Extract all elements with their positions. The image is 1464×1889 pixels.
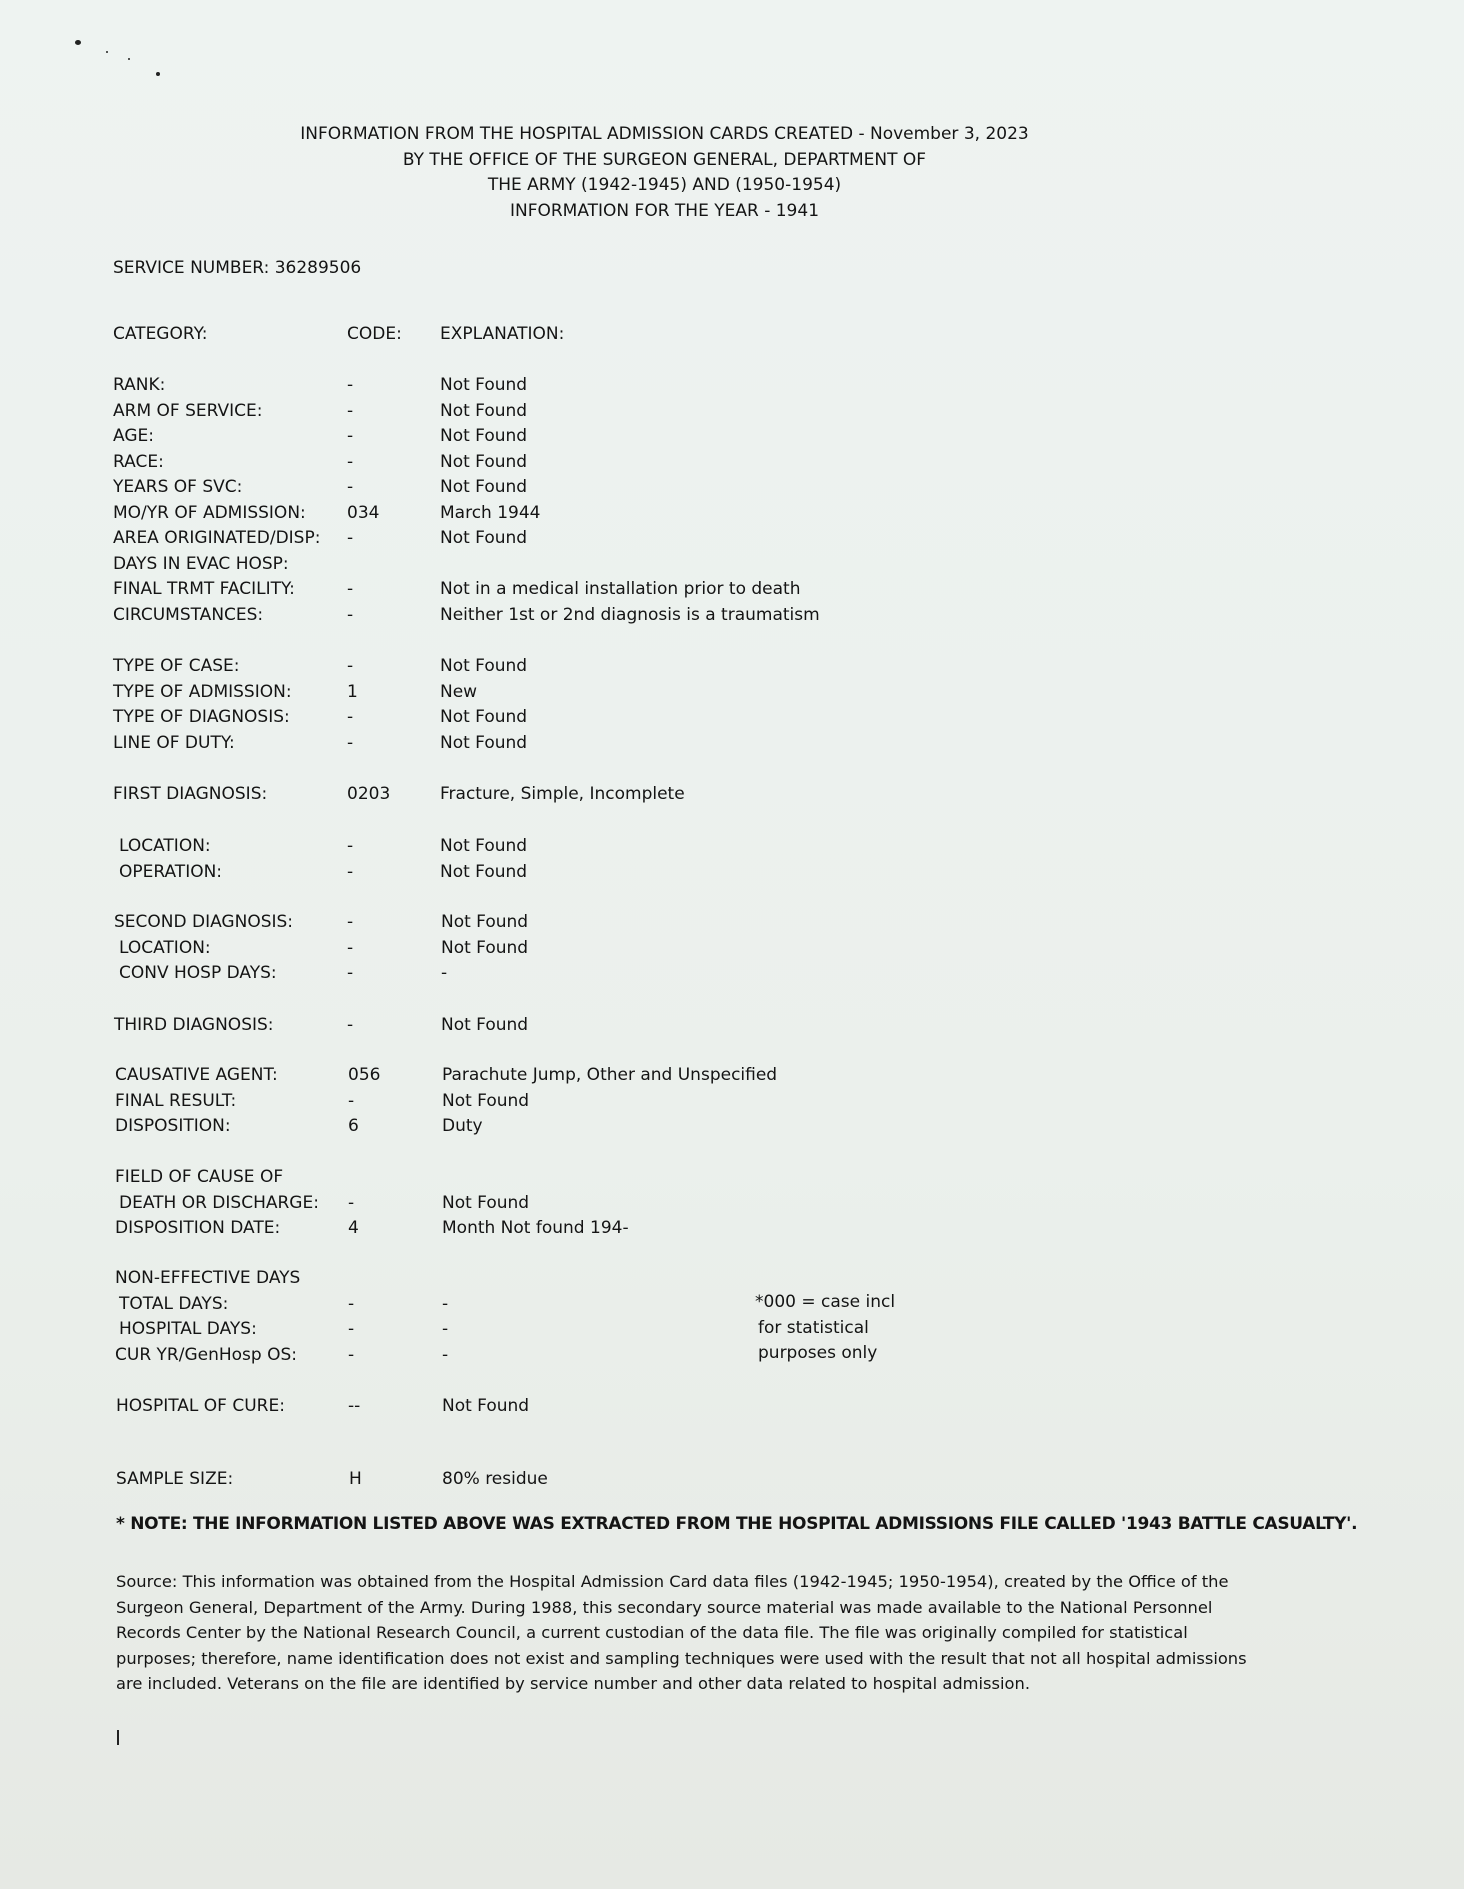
row-code: 056 bbox=[348, 1065, 381, 1085]
row-explanation: New bbox=[440, 681, 478, 702]
ink-speck bbox=[128, 58, 130, 60]
row-explanation: 80% residue bbox=[442, 1469, 548, 1489]
statistical-footnote bbox=[755, 1290, 895, 1367]
row-code: - bbox=[347, 963, 354, 983]
row-label: DEATH OR DISCHARGE: bbox=[119, 1192, 319, 1213]
ink-speck bbox=[156, 72, 160, 76]
row-explanation: Neither 1st or 2nd diagnosis is a traumatism bbox=[440, 604, 820, 625]
row-label: RACE: bbox=[113, 451, 164, 472]
row-code: - bbox=[347, 528, 354, 548]
row-label: LINE OF DUTY: bbox=[113, 732, 235, 753]
row-explanation: Not in a medical installation prior to death bbox=[440, 579, 801, 599]
row-explanation: Not Found bbox=[440, 528, 528, 548]
row-label: SECOND DIAGNOSIS: bbox=[114, 912, 294, 932]
row-label: RANK: bbox=[113, 375, 166, 395]
row-explanation: March 1944 bbox=[440, 502, 541, 523]
row-label: YEARS OF SVC: bbox=[113, 477, 243, 497]
row-label: CAUSATIVE AGENT: bbox=[115, 1065, 278, 1085]
service-number: SERVICE NUMBER: 36289506 bbox=[113, 258, 362, 278]
row-code: - bbox=[347, 400, 354, 421]
row-explanation: Duty bbox=[442, 1116, 483, 1136]
row-code: - bbox=[348, 1319, 355, 1339]
row-explanation: - bbox=[441, 963, 448, 983]
column-header-code: CODE: bbox=[347, 324, 402, 344]
row-code: 4 bbox=[348, 1218, 359, 1238]
row-explanation: Not Found bbox=[440, 451, 528, 472]
source-line: Source: This information was obtained from the Hospital Admission Card data files (1942-1945; 1950-1954), created by the Office of the bbox=[116, 1572, 1229, 1591]
footnote-line: *000 = case incl bbox=[755, 1292, 896, 1312]
row-label: TYPE OF DIAGNOSIS: bbox=[113, 707, 290, 727]
row-code: - bbox=[348, 1192, 355, 1213]
row-explanation: Month Not found 194- bbox=[442, 1218, 629, 1238]
file-note: * NOTE: THE INFORMATION LISTED ABOVE WAS EXTRACTED FROM THE HOSPITAL ADMISSIONS FILE CALLED '1943 BATTLE CASUALTY'. bbox=[116, 1514, 1358, 1534]
row-code: 1 bbox=[347, 681, 358, 702]
row-label: DISPOSITION DATE: bbox=[115, 1218, 281, 1238]
row-code: - bbox=[347, 861, 354, 882]
row-code: - bbox=[348, 1090, 355, 1111]
row-explanation: - bbox=[442, 1344, 449, 1365]
row-explanation: Not Found bbox=[440, 656, 528, 676]
row-explanation: - bbox=[442, 1319, 449, 1339]
row-explanation: Not Found bbox=[441, 1015, 529, 1035]
source-line: Records Center by the National Research Council, a current custodian of the data file. The file was originally compiled for statistical bbox=[116, 1623, 1188, 1642]
row-label: CIRCUMSTANCES: bbox=[113, 604, 264, 625]
row-code: - bbox=[347, 707, 354, 727]
row-code: - bbox=[347, 604, 354, 625]
row-label: MO/YR OF ADMISSION: bbox=[113, 502, 306, 523]
row-label: TYPE OF CASE: bbox=[113, 656, 240, 676]
row-code: - bbox=[347, 912, 354, 932]
column-header-category: CATEGORY: bbox=[113, 324, 208, 344]
row-explanation: Not Found bbox=[440, 477, 528, 497]
ink-speck bbox=[75, 40, 81, 45]
row-explanation: Not Found bbox=[440, 707, 528, 727]
row-label: LOCATION: bbox=[119, 937, 211, 958]
source-paragraph bbox=[116, 1569, 1247, 1697]
row-label: FIRST DIAGNOSIS: bbox=[113, 784, 268, 804]
row-code: - bbox=[347, 656, 354, 676]
header-line: INFORMATION FOR THE YEAR - 1941 bbox=[509, 200, 820, 221]
row-explanation: Not Found bbox=[442, 1090, 530, 1111]
row-code: - bbox=[347, 451, 354, 472]
row-label: CONV HOSP DAYS: bbox=[119, 963, 277, 983]
row-label: FIELD OF CAUSE OF bbox=[115, 1167, 284, 1187]
row-code: - bbox=[348, 1293, 355, 1314]
header-line: BY THE OFFICE OF THE SURGEON GENERAL, DEPARTMENT OF bbox=[402, 149, 927, 170]
row-explanation: Not Found bbox=[442, 1192, 530, 1213]
row-label: CUR YR/GenHosp OS: bbox=[115, 1344, 297, 1365]
row-explanation: Not Found bbox=[442, 1396, 530, 1416]
row-label: FINAL RESULT: bbox=[115, 1090, 237, 1111]
footnote-line: for statistical bbox=[758, 1317, 869, 1338]
row-code: 6 bbox=[348, 1116, 359, 1136]
row-explanation: Not Found bbox=[441, 937, 529, 958]
row-code: 034 bbox=[347, 502, 380, 523]
header-line: THE ARMY (1942-1945) AND (1950-1954) bbox=[487, 175, 842, 195]
row-label: NON-EFFECTIVE DAYS bbox=[115, 1268, 301, 1288]
row-label: FINAL TRMT FACILITY: bbox=[113, 579, 295, 599]
row-code: -- bbox=[348, 1396, 361, 1416]
header-line: INFORMATION FROM THE HOSPITAL ADMISSION CARDS CREATED - November 3, 2023 bbox=[300, 124, 1029, 144]
row-explanation: Not Found bbox=[440, 836, 528, 856]
row-code: - bbox=[348, 1344, 355, 1365]
document-header bbox=[0, 122, 1329, 224]
row-label: HOSPITAL OF CURE: bbox=[116, 1396, 285, 1416]
row-code: - bbox=[347, 836, 354, 856]
row-code: - bbox=[347, 579, 354, 599]
source-line: purposes; therefore, name identification does not exist and sampling techniques were used with the result that not all hospital admissions bbox=[116, 1648, 1247, 1668]
row-code: - bbox=[347, 477, 354, 497]
margin-mark bbox=[117, 1730, 119, 1745]
row-code: - bbox=[347, 1015, 354, 1035]
row-label: AREA ORIGINATED/DISP: bbox=[113, 528, 321, 548]
column-header-explanation: EXPLANATION: bbox=[440, 324, 565, 344]
row-explanation: Fracture, Simple, Incomplete bbox=[440, 784, 685, 804]
row-label: HOSPITAL DAYS: bbox=[119, 1319, 257, 1339]
row-code: H bbox=[349, 1469, 362, 1489]
row-explanation: Not Found bbox=[440, 400, 528, 421]
row-explanation: - bbox=[442, 1293, 449, 1314]
row-label: DISPOSITION: bbox=[115, 1116, 231, 1136]
row-code: - bbox=[347, 732, 354, 753]
row-label: TYPE OF ADMISSION: bbox=[113, 681, 292, 702]
row-label: DAYS IN EVAC HOSP: bbox=[113, 553, 289, 574]
footnote-line: purposes only bbox=[758, 1343, 878, 1363]
row-code: - bbox=[347, 375, 354, 395]
row-label: LOCATION: bbox=[119, 836, 211, 856]
row-label: AGE: bbox=[113, 426, 154, 446]
row-explanation: Parachute Jump, Other and Unspecified bbox=[442, 1065, 778, 1085]
row-explanation: Not Found bbox=[441, 912, 529, 932]
row-code: 0203 bbox=[347, 784, 391, 804]
row-explanation: Not Found bbox=[440, 861, 528, 882]
row-label: ARM OF SERVICE: bbox=[113, 400, 263, 421]
source-line: Surgeon General, Department of the Army. During 1988, this secondary source material was made available to the National Personnel bbox=[116, 1597, 1213, 1617]
row-code: - bbox=[347, 426, 354, 446]
row-code: - bbox=[347, 937, 354, 958]
row-label: THIRD DIAGNOSIS: bbox=[114, 1015, 274, 1035]
source-line: are included. Veterans on the file are identified by service number and other data related to hospital admission. bbox=[116, 1674, 1030, 1693]
row-explanation: Not Found bbox=[440, 426, 528, 446]
row-label: OPERATION: bbox=[119, 861, 223, 882]
row-explanation: Not Found bbox=[440, 732, 528, 753]
ink-speck bbox=[106, 51, 108, 53]
row-label: SAMPLE SIZE: bbox=[116, 1469, 234, 1489]
row-explanation: Not Found bbox=[440, 375, 528, 395]
row-label: TOTAL DAYS: bbox=[119, 1293, 229, 1314]
